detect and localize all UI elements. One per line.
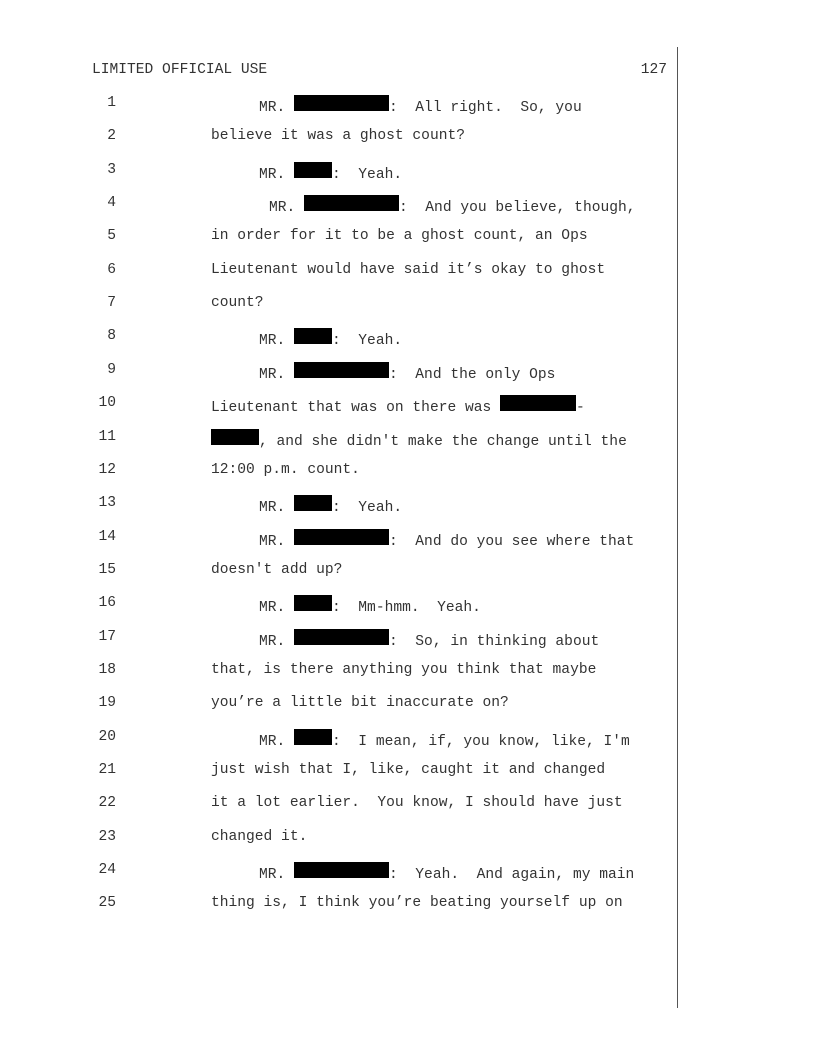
line-text: - bbox=[576, 400, 585, 416]
line-text: you’re a little bit inaccurate on? bbox=[211, 695, 509, 711]
line-number: 11 bbox=[98, 429, 116, 445]
redaction-bar bbox=[294, 162, 332, 178]
page-header-title: LIMITED OFFICIAL USE bbox=[92, 62, 268, 78]
line-number: 18 bbox=[98, 662, 116, 678]
redaction-bar bbox=[211, 429, 259, 445]
line-number: 19 bbox=[98, 695, 116, 711]
redaction-bar bbox=[294, 529, 389, 545]
speaker-line bbox=[259, 495, 402, 516]
speaker-line bbox=[259, 729, 630, 750]
line-text: : And do you see where that bbox=[389, 534, 635, 550]
line-text: : And the only Ops bbox=[389, 367, 556, 383]
line-number: 23 bbox=[98, 829, 116, 845]
line-number: 12 bbox=[98, 462, 116, 478]
line-text: : Yeah. bbox=[332, 333, 403, 349]
line-text: : Yeah. bbox=[332, 500, 403, 516]
line-text: : Yeah. And again, my main bbox=[389, 867, 635, 883]
line-number: 24 bbox=[98, 862, 116, 878]
line-text: Lieutenant that was on there was bbox=[211, 400, 501, 416]
transcript-line bbox=[211, 262, 605, 278]
line-text: MR. bbox=[259, 333, 295, 349]
line-text: count? bbox=[211, 295, 264, 311]
line-text: in order for it to be a ghost count, an Ops bbox=[211, 228, 588, 244]
transcript-line bbox=[211, 895, 623, 911]
line-text: MR. bbox=[259, 534, 295, 550]
redaction-bar bbox=[294, 729, 332, 745]
transcript-line bbox=[211, 429, 627, 450]
line-text: it a lot earlier. You know, I should have just bbox=[211, 795, 623, 811]
line-number: 21 bbox=[98, 762, 116, 778]
line-number: 16 bbox=[98, 595, 116, 611]
redaction-bar bbox=[294, 862, 389, 878]
line-number: 20 bbox=[98, 729, 116, 745]
line-text: MR. bbox=[259, 500, 295, 516]
line-text: MR. bbox=[259, 100, 295, 116]
speaker-line bbox=[259, 529, 634, 550]
line-number: 3 bbox=[107, 162, 116, 178]
speaker-line bbox=[259, 362, 555, 383]
speaker-line bbox=[259, 95, 582, 116]
line-text: : Yeah. bbox=[332, 167, 403, 183]
line-number: 5 bbox=[107, 228, 116, 244]
line-number: 25 bbox=[98, 895, 116, 911]
redaction-bar bbox=[294, 95, 389, 111]
line-number: 17 bbox=[98, 629, 116, 645]
line-text: MR. bbox=[259, 867, 295, 883]
transcript-line bbox=[211, 295, 264, 311]
transcript-line bbox=[211, 395, 585, 416]
line-text: MR. bbox=[259, 634, 295, 650]
line-text: that, is there anything you think that maybe bbox=[211, 662, 597, 678]
transcript-line bbox=[211, 829, 307, 845]
line-number: 7 bbox=[107, 295, 116, 311]
line-text: : All right. So, you bbox=[389, 100, 582, 116]
line-text: just wish that I, like, caught it and changed bbox=[211, 762, 606, 778]
line-text: MR. bbox=[259, 167, 295, 183]
speaker-line bbox=[259, 162, 402, 183]
page-number: 127 bbox=[640, 62, 667, 78]
redaction-bar bbox=[294, 595, 332, 611]
speaker-line bbox=[259, 862, 634, 883]
redaction-bar bbox=[500, 395, 576, 411]
line-number: 9 bbox=[107, 362, 116, 378]
speaker-line bbox=[259, 629, 599, 650]
transcript-line bbox=[211, 128, 465, 144]
transcript-line bbox=[211, 462, 360, 478]
line-text: MR. bbox=[269, 200, 305, 216]
right-margin-rule bbox=[677, 47, 678, 1008]
transcript-line bbox=[211, 562, 342, 578]
transcript-line bbox=[211, 762, 605, 778]
line-number: 14 bbox=[98, 529, 116, 545]
line-text: thing is, I think you’re beating yourself up on bbox=[211, 895, 623, 911]
redaction-bar bbox=[294, 362, 389, 378]
transcript-line bbox=[211, 662, 596, 678]
line-text: Lieutenant would have said it’s okay to ghost bbox=[211, 262, 606, 278]
line-number: 10 bbox=[98, 395, 116, 411]
line-text: : I mean, if, you know, like, I'm bbox=[332, 734, 630, 750]
line-text: : So, in thinking about bbox=[389, 634, 600, 650]
line-number: 1 bbox=[107, 95, 116, 111]
line-text: 12:00 p.m. count. bbox=[211, 462, 360, 478]
redaction-bar bbox=[294, 328, 332, 344]
line-number: 2 bbox=[107, 128, 116, 144]
redaction-bar bbox=[294, 495, 332, 511]
line-text: , and she didn't make the change until the bbox=[259, 434, 627, 450]
line-number: 4 bbox=[107, 195, 116, 211]
line-text: : Mm-hmm. Yeah. bbox=[332, 600, 481, 616]
redaction-bar bbox=[304, 195, 399, 211]
line-text: MR. bbox=[259, 600, 295, 616]
line-text: MR. bbox=[259, 734, 295, 750]
redaction-bar bbox=[294, 629, 389, 645]
transcript-line bbox=[211, 228, 588, 244]
line-number: 22 bbox=[98, 795, 116, 811]
line-text: doesn't add up? bbox=[211, 562, 343, 578]
transcript-line bbox=[211, 795, 623, 811]
line-text: believe it was a ghost count? bbox=[211, 128, 465, 144]
line-text: changed it. bbox=[211, 829, 308, 845]
speaker-line bbox=[259, 328, 402, 349]
speaker-line bbox=[269, 195, 636, 216]
line-number: 6 bbox=[107, 262, 116, 278]
line-number: 15 bbox=[98, 562, 116, 578]
transcript-line bbox=[211, 695, 509, 711]
line-number: 13 bbox=[98, 495, 116, 511]
line-text: MR. bbox=[259, 367, 295, 383]
line-text: : And you believe, though, bbox=[399, 200, 636, 216]
line-number: 8 bbox=[107, 328, 116, 344]
speaker-line bbox=[259, 595, 481, 616]
